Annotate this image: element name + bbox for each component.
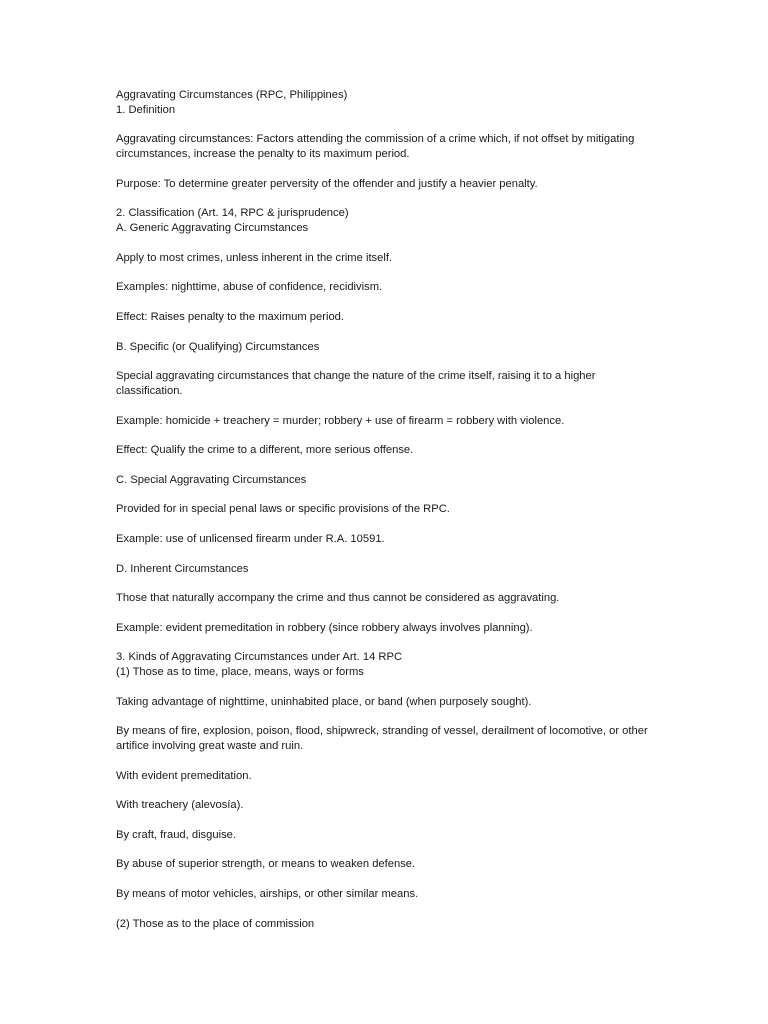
paragraph-special-desc: Provided for in special penal laws or specific provisions of the RPC.: [116, 503, 450, 516]
list-item-kind: By means of fire, explosion, poison, flood, shipwreck, stranding of vessel, derailment of locomotive, or other artifice involving great waste and ruin.: [116, 725, 648, 753]
subheading-inherent: D. Inherent Circumstances: [116, 562, 249, 575]
list-item-kind: With evident premeditation.: [116, 769, 252, 782]
subheading-kinds-time-place: (1) Those as to time, place, means, ways or forms: [116, 666, 364, 679]
document-body: [116, 88, 661, 946]
subheading-kinds-place: (2) Those as to the place of commission: [116, 917, 315, 930]
list-item-kind: With treachery (alevosía).: [116, 799, 244, 812]
list-item-kind: By means of motor vehicles, airships, or other similar means.: [116, 888, 419, 901]
paragraph-special-example: Example: use of unlicensed firearm under R.A. 10591.: [116, 532, 385, 545]
subheading-special: C. Special Aggravating Circumstances: [116, 473, 307, 486]
paragraph-generic-examples: Examples: nighttime, abuse of confidence, recidivism.: [116, 281, 383, 294]
list-item-kind: Taking advantage of nighttime, uninhabited place, or band (when purposely sought).: [116, 695, 532, 708]
paragraph-generic-effect: Effect: Raises penalty to the maximum period.: [116, 310, 344, 323]
paragraph-inherent-desc: Those that naturally accompany the crime and thus cannot be considered as aggravating.: [116, 592, 560, 605]
list-item-kind: By abuse of superior strength, or means to weaken defense.: [116, 858, 416, 871]
paragraph-specific-desc: Special aggravating circumstances that change the nature of the crime itself, raising it to a higher classification.: [116, 370, 596, 397]
subheading-specific: B. Specific (or Qualifying) Circumstances: [116, 340, 320, 353]
paragraph-specific-effect: Effect: Qualify the crime to a different, more serious offense.: [116, 444, 414, 457]
list-item-kind: By craft, fraud, disguise.: [116, 828, 237, 841]
paragraph-inherent-example: Example: evident premeditation in robbery (since robbery always involves planning).: [116, 621, 533, 634]
document-title: Aggravating Circumstances (RPC, Philippines): [116, 89, 348, 101]
subheading-generic: A. Generic Aggravating Circumstances: [116, 222, 309, 235]
section-heading-classification: 2. Classification (Art. 14, RPC & jurisprudence): [116, 207, 349, 220]
paragraph-specific-example: Example: homicide + treachery = murder; robbery + use of firearm = robbery with violence.: [116, 414, 565, 427]
paragraph-purpose: Purpose: To determine greater perversity of the offender and justify a heavier penalty.: [116, 177, 538, 190]
section-heading-definition: 1. Definition: [116, 103, 176, 116]
paragraph-generic-apply: Apply to most crimes, unless inherent in the crime itself.: [116, 251, 393, 264]
paragraph-definition: Aggravating circumstances: Factors attending the commission of a crime which, if not offset by mitigating circumstances, increase the penalty to its maximum period.: [116, 133, 635, 161]
section-heading-kinds: 3. Kinds of Aggravating Circumstances under Art. 14 RPC: [116, 651, 403, 664]
